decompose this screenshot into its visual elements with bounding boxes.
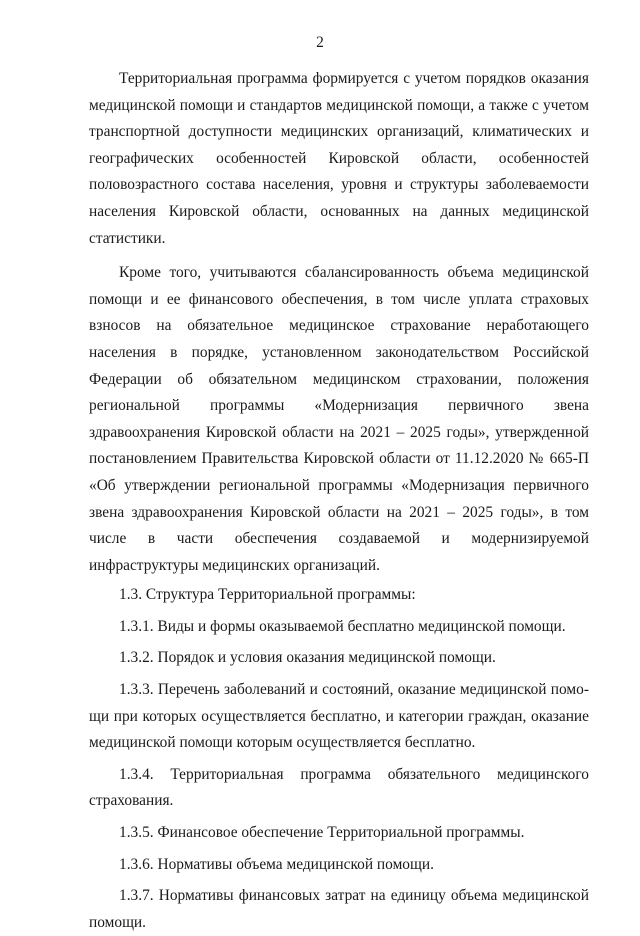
list-item-1-3-4: 1.3.4. Территориальная программа обязательного медицинского страхования. (89, 765, 589, 810)
list-item-1-3-3: 1.3.3. Перечень заболеваний и состояний, оказание медицинской помощи при которых осуществляется бесплатно, и категории граждан, оказание медицинской помощи которым осуществляется бесплатно. (89, 681, 589, 752)
list-item-1-3-5: 1.3.5. Финансовое обеспечение Территориальной программы. (119, 824, 525, 842)
paragraph-additionally-considered: Кроме того, учитываются сбалансированность объема медицинской помощи и ее финансового обеспечения, в том числе уплата страховых взносов на обязательное медицинское страхование неработающего населения в порядке, установленном законодательством Российской Федерации об обязательном медицинском страховании, положения региональной программы «Модернизация первичного звена здравоохранения Кировской области на 2021 – 2025 годы», утвержденной постановлением Правительства Кировской области от 11.12.2020 № 665-П «Об утверждении региональной программы «Модернизация первичного звена здравоохранения Кировской области на 2021 – 2025 годы», в том числе в части обеспечения создаваемой и модернизируемой инфраструктуры медицинских организаций. (89, 264, 589, 574)
list-item-1-3-6: 1.3.6. Нормативы объема медицинской помощи. (119, 855, 434, 873)
page-number: 2 (316, 34, 324, 51)
list-item-1-3-1: 1.3.1. Виды и формы оказываемой бесплатно медицинской помощи. (119, 617, 566, 635)
list-item-1-3-2: 1.3.2. Порядок и условия оказания медицинской помощи. (119, 649, 496, 667)
list-item-1-3-7: 1.3.7. Нормативы финансовых затрат на единицу объема медицинской помощи. (89, 887, 589, 931)
document-body (89, 66, 589, 936)
paragraph-territorial-program: Территориальная программа формируется с учетом порядков оказания медицинской помощи и стандартов медицинской помощи, а также с учетом транспортной доступности медицинских организаций, климатических и географических особенностей Кировской области, особенностей половозрастного состава населения, уровня и структуры заболеваемости населения Кировской области, основанных на данных медицинской статистики. (89, 70, 589, 247)
section-1-3-structure: 1.3. Структура Территориальной программы: (119, 586, 416, 604)
